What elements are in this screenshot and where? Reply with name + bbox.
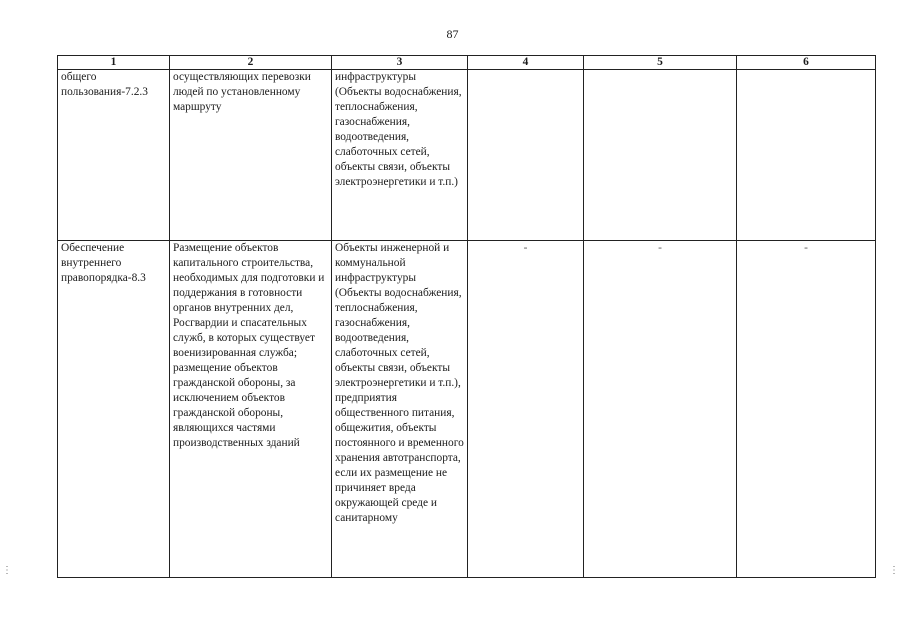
- description-cell: Размещение объектов капитального строительства, необходимых для подготовки и поддержания в готовности органов внутренних дел, Росгвардии и спасательных служб, в которых существует военизированная служба; размещение объектов гражданской обороны, за исключением объектов гражданской обороны, являющихся частями производственных зданий: [170, 241, 332, 578]
- column-4-cell: [468, 241, 584, 578]
- scan-edge-mark-right: ⋮: [889, 565, 899, 576]
- description-cell: осуществляющих перевозки людей по установленному маршруту: [170, 70, 332, 241]
- column-header-5: 5: [584, 56, 737, 70]
- column-4-cell: [468, 70, 584, 241]
- dash-mark: -: [804, 242, 808, 254]
- regulations-table: [57, 55, 876, 578]
- page-number: 87: [446, 27, 459, 41]
- permitted-objects-cell: Объекты инженерной и коммунальной инфраструктуры (Объекты водоснабжения, теплоснабжения, газоснабжения, водоотведения, слаботочных сетей, объекты связи, объекты электроэнергетики и т.п.), предприятия общественного питания, общежития, объекты постоянного и временного хранения автотранспорта, если их размещение не причиняет вреда окружающей среде и санитарному: [332, 241, 468, 578]
- column-header-4: 4: [468, 56, 584, 70]
- column-header-1: 1: [58, 56, 170, 70]
- table-header-row: [58, 56, 876, 70]
- permitted-objects-cell: инфраструктуры (Объекты водоснабжения, теплоснабжения, газоснабжения, водоотведения, слаботочных сетей, объекты связи, объекты электроэнергетики и т.п.): [332, 70, 468, 241]
- column-5-cell: [584, 70, 737, 241]
- table-row: [58, 70, 876, 241]
- land-use-type-cell: Обеспечение внутреннего правопорядка-8.3: [58, 241, 170, 578]
- land-use-type-cell: общего пользования-7.2.3: [58, 70, 170, 241]
- table-row: [58, 241, 876, 578]
- column-6-cell: [737, 241, 876, 578]
- dash-mark: -: [523, 242, 528, 254]
- column-header-2: 2: [170, 56, 332, 70]
- scan-edge-mark-left: ⋮: [2, 565, 12, 576]
- column-6-cell: [737, 70, 876, 241]
- dash-mark: -: [658, 242, 662, 254]
- column-header-3: 3: [332, 56, 468, 70]
- column-header-6: 6: [737, 56, 876, 70]
- column-5-cell: [584, 241, 737, 578]
